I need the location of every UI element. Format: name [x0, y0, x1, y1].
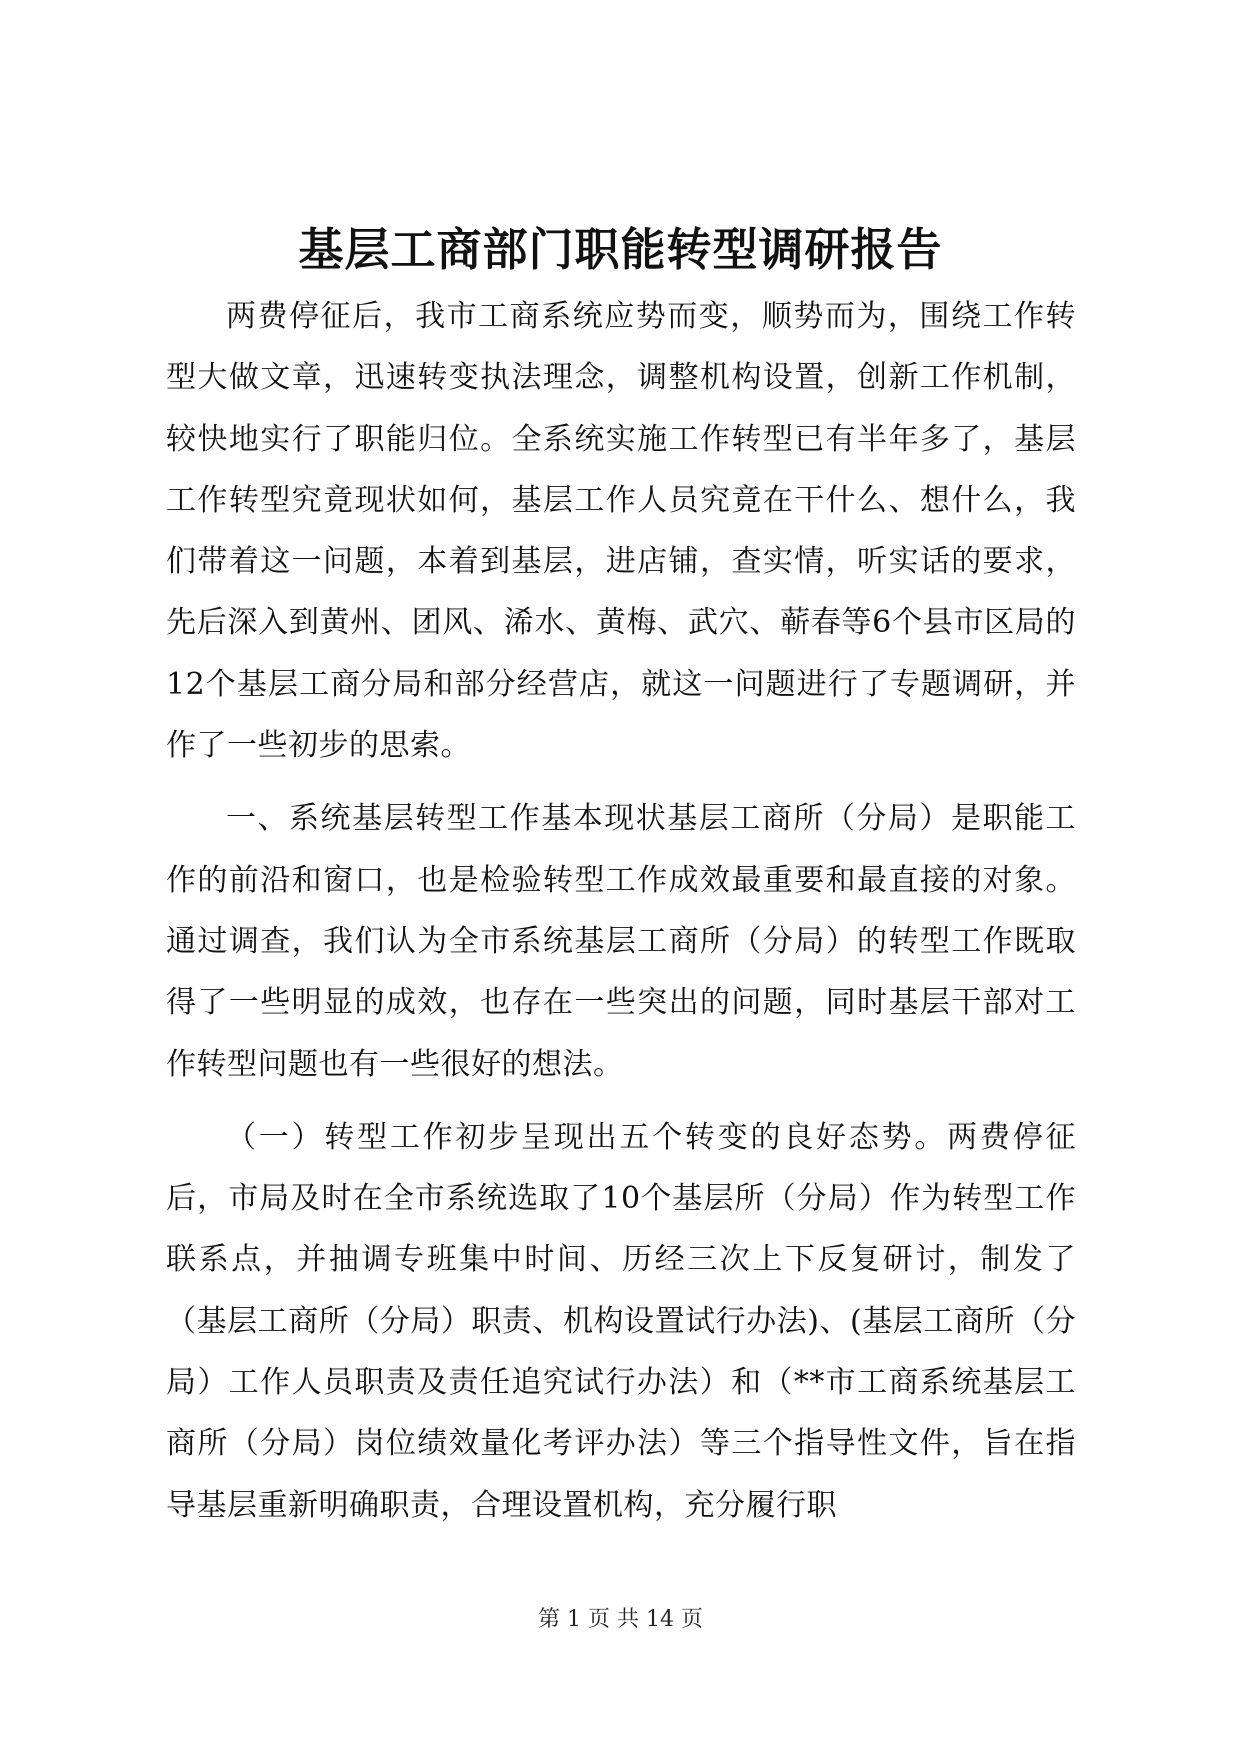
- page-number-footer: 第 1 页 共 14 页: [538, 1607, 703, 1632]
- document-body: [166, 286, 1076, 1536]
- document-title: 基层工商部门职能转型调研报告: [298, 223, 943, 276]
- paragraph-intro: 两费停征后，我市工商系统应势而变，顺势而为，围绕工作转型大做文章，迅速转变执法理念，调整机构设置，创新工作机制，较快地实行了职能归位。全系统实施工作转型已有半年多了，基层工作转型究竟现状如何，基层工作人员究竟在干什么、想什么，我们带着这一问题，本着到基层，进店铺，查实情，听实话的要求，先后深入到黄州、团风、浠水、黄梅、武穴、蕲春等6个县市区局的12个基层工商分局和部分经营店，就这一问题进行了专题调研，并作了一些初步的思索。: [166, 299, 1076, 764]
- paragraph-section-one: 一、系统基层转型工作基本现状基层工商所（分局）是职能工作的前沿和窗口，也是检验转型工作成效最重要和最直接的对象。通过调查，我们认为全市系统基层工商所（分局）的转型工作既取得了一些明显的成效，也存在一些突出的问题，同时基层干部对工作转型问题也有一些很好的想法。: [166, 801, 1076, 1082]
- paragraph-subsection-one: （一）转型工作初步呈现出五个转变的良好态势。两费停征后，市局及时在全市系统选取了10个基层所（分局）作为转型工作联系点，并抽调专班集中时间、历经三次上下反复研讨，制发了（基层工商所（分局）职责、机构设置试行办法)、(基层工商所（分局）工作人员职责及责任追究试行办法）和（**市工商系统基层工商所（分局）岗位绩效量化考评办法）等三个指导性文件，旨在指导基层重新明确职责，合理设置机构，充分履行职: [166, 1119, 1076, 1523]
